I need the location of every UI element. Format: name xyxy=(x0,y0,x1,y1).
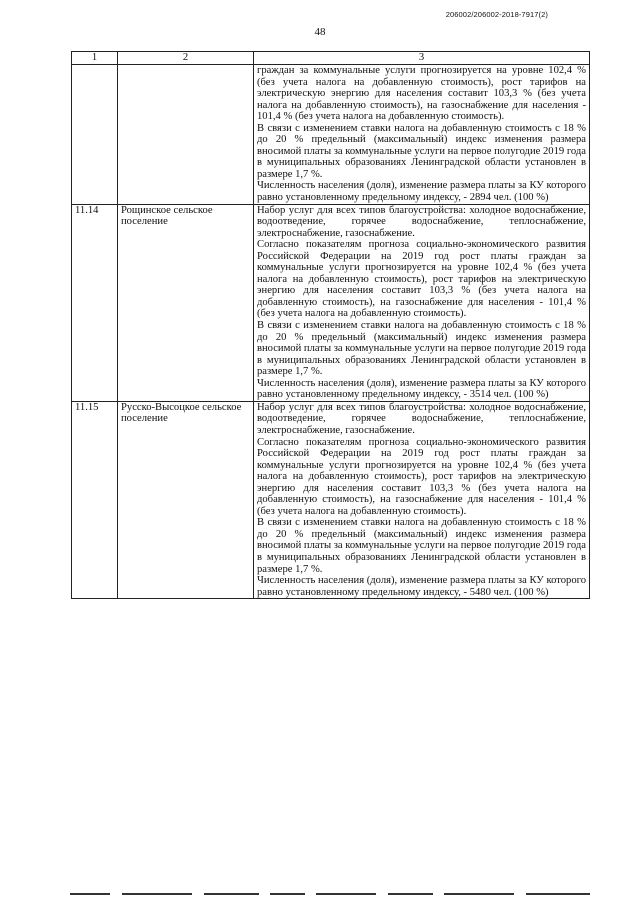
row-description xyxy=(254,401,590,598)
table-row xyxy=(72,401,590,598)
description-paragraph: Численность населения (доля), изменение размера платы за КУ которого равно установленному предельному индексу, - 3514 чел. (100 %) xyxy=(257,377,586,401)
table-row xyxy=(72,65,590,205)
row-number xyxy=(72,65,118,205)
page-number: 48 xyxy=(314,26,326,38)
document-number: 206002/206002-2018-7917(2) xyxy=(445,10,548,19)
row-number: 11.15 xyxy=(72,401,118,598)
description-paragraph: Набор услуг для всех типов благоустройства: холодное водоснабжение, водоотведение, горячее водоснабжение, теплоснабжение, электроснабжение, газоснабжение. xyxy=(257,204,586,239)
tariff-table xyxy=(71,51,590,599)
row-description xyxy=(254,204,590,401)
description-paragraph: Согласно показателям прогноза социально-экономического развития Российской Федерации на 2019 год рост платы граждан за коммунальные услуги прогнозируется на уровне 102,4 % (без учета налога на добавленную стоимость), рост тарифов на электрическую энергию для населения составит 103,3 % (без учета налога на добавленную стоимость), на газоснабжение для населения - 101,4 % (без учета налога на добавленную стоимость). xyxy=(257,436,586,517)
description-paragraph: В связи с изменением ставки налога на добавленную стоимость с 18 % до 20 % предельный (максимальный) индекс изменения размера вносимой платы за коммунальные услуги на первое полугодие 2019 года в муниципальных образованиях Ленинградской области установлен в размере 1,7 %. xyxy=(257,517,586,575)
description-paragraph: граждан за коммунальные услуги прогнозируется на уровне 102,4 % (без учета налога на добавленную стоимость), рост тарифов на электрическую энергию для населения составит 103,3 % (без учета налога на добавленную стоимость), на газоснабжение для населения - 101,4 % (без учета налога на добавленную стоимость). xyxy=(257,65,586,123)
row-description xyxy=(254,65,590,205)
column-header: 1 xyxy=(72,52,118,65)
description-paragraph: Согласно показателям прогноза социально-экономического развития Российской Федерации на 2019 год рост платы граждан за коммунальные услуги прогнозируется на уровне 102,4 % (без учета налога на добавленную стоимость), рост тарифов на электрическую энергию для населения составит 103,3 % (без учета налога на добавленную стоимость), на газоснабжение для населения - 101,4 % (без учета налога на добавленную стоимость). xyxy=(257,239,586,320)
description-paragraph: Набор услуг для всех типов благоустройства: холодное водоснабжение, водоотведение, горячее водоснабжение, теплоснабжение, электроснабжение, газоснабжение. xyxy=(257,401,586,436)
description-paragraph: Численность населения (доля), изменение размера платы за КУ которого равно установленному предельному индексу, - 2894 чел. (100 %) xyxy=(257,180,586,204)
column-header: 2 xyxy=(118,52,254,65)
description-paragraph: Численность населения (доля), изменение размера платы за КУ которого равно установленному предельному индексу, - 5480 чел. (100 %) xyxy=(257,575,586,598)
column-header: 3 xyxy=(254,52,590,65)
settlement-name: Русско-Высоцкое сельское поселение xyxy=(118,401,254,598)
settlement-name xyxy=(118,65,254,205)
table-row xyxy=(72,204,590,401)
description-paragraph: В связи с изменением ставки налога на добавленную стоимость с 18 % до 20 % предельный (максимальный) индекс изменения размера вносимой платы за коммунальные услуги на первое полугодие 2019 года в муниципальных образованиях Ленинградской области установлен в размере 1,7 %. xyxy=(257,122,586,180)
description-paragraph: В связи с изменением ставки налога на добавленную стоимость с 18 % до 20 % предельный (максимальный) индекс изменения размера вносимой платы за коммунальные услуги на первое полугодие 2019 года в муниципальных образованиях Ленинградской области установлен в размере 1,7 %. xyxy=(257,320,586,378)
settlement-name: Рощинское сельское поселение xyxy=(118,204,254,401)
table-body xyxy=(72,65,590,599)
page-bottom-marks xyxy=(70,893,590,896)
row-number: 11.14 xyxy=(72,204,118,401)
table-header-row xyxy=(72,52,590,65)
